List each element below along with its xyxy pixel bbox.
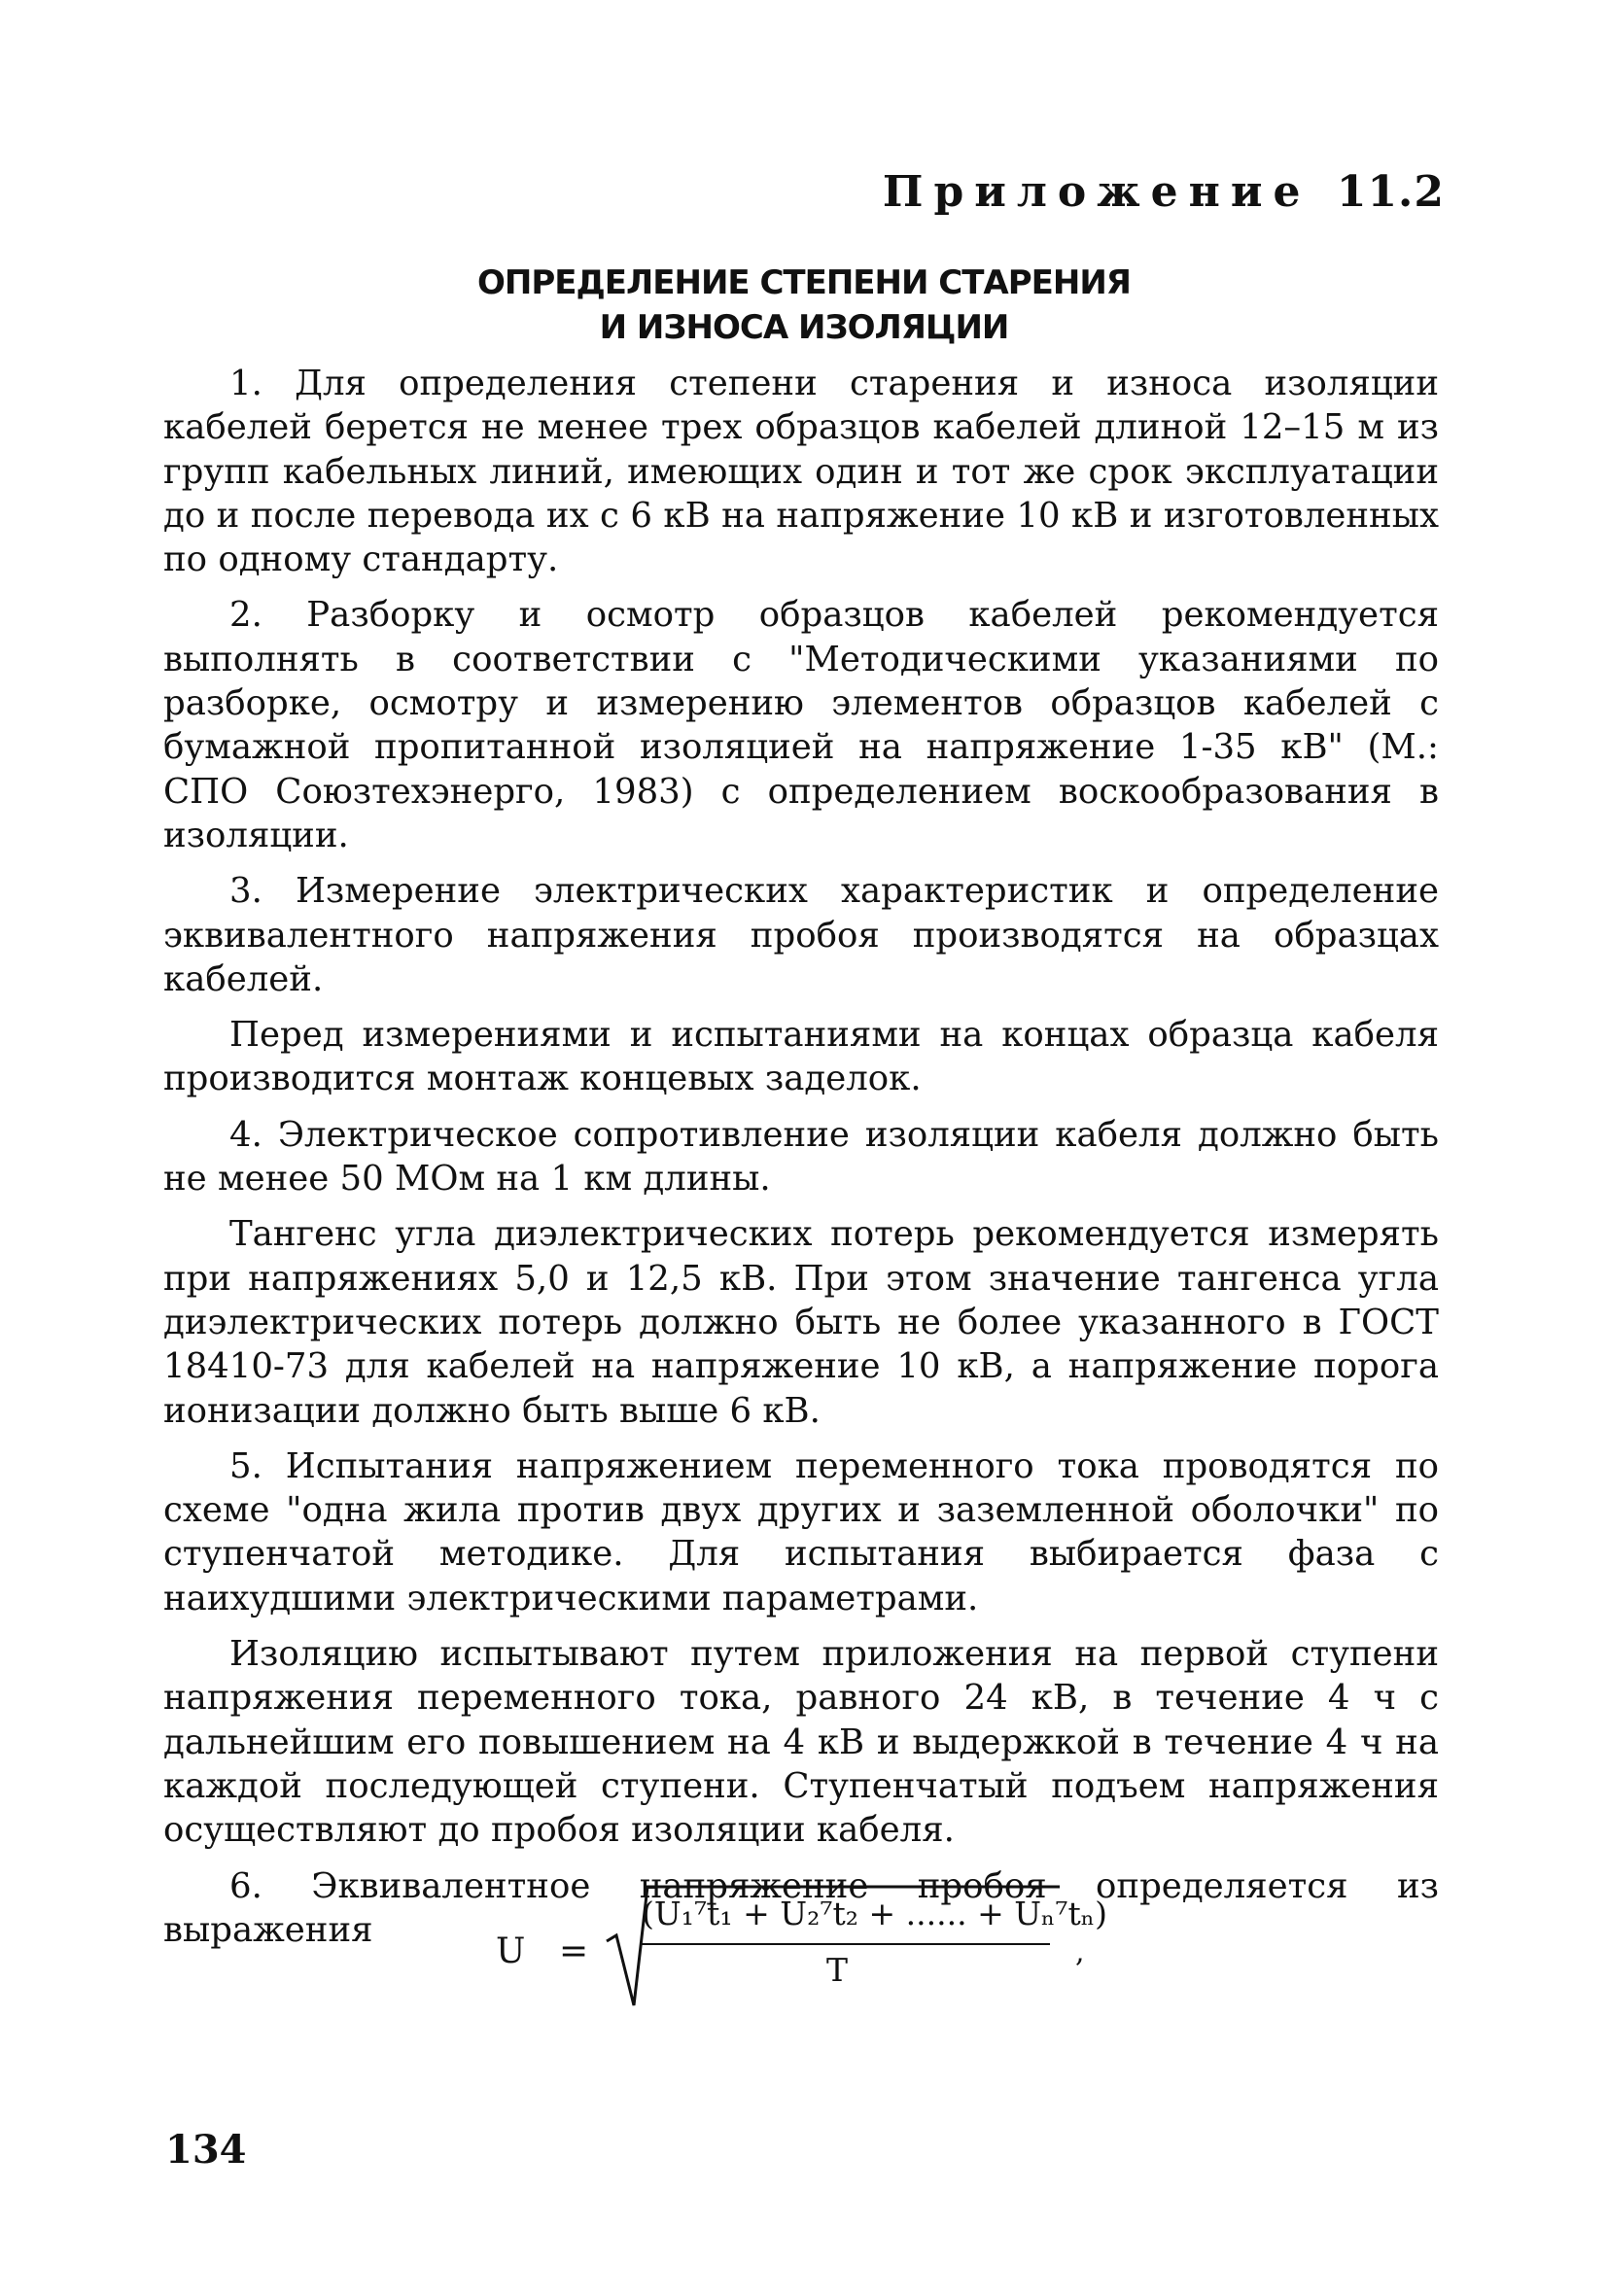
body-text [163, 362, 1439, 1964]
paragraph: 5. Испытания напряжением переменного тока проводятся по схеме "одна жила против двух других и заземленной оболочки" по ступенчатой методике. Для испытания выбирается фаза с наихудшими электрическими параметрами. [163, 1445, 1439, 1618]
appendix-word: Приложение [882, 167, 1311, 217]
paragraph: 3. Измерение электрических характеристик и определение эквивалентного напряжения пробоя производятся на образцах кабелей. [163, 871, 1439, 999]
appendix-number: 11.2 [1336, 167, 1445, 217]
paragraph: 4. Электрическое сопротивление изоляции кабеля должно быть не менее 50 МОм на 1 км длины. [163, 1114, 1439, 1200]
section-title [0, 261, 1608, 350]
paragraph: 6. Эквивалентное напряжение пробоя определяется из выражения [163, 1865, 1439, 1950]
page-number: 134 [165, 2127, 247, 2173]
formula-lhs: U [496, 1931, 526, 1971]
paragraph: Тангенс угла диэлектрических потерь рекомендуется измерять при напряжениях 5,0 и 12,5 кВ. При этом значение тангенса угла диэлектрических потерь должно быть не более указанного в ГОСТ 18410-73 для кабелей на напряжение 10 кВ, а напряжение порога ионизации должно быть выше 6 кВ. [163, 1214, 1439, 1431]
formula-equals: = [559, 1931, 589, 1971]
section-title-line-1: ОПРЕДЕЛЕНИЕ СТЕПЕНИ СТАРЕНИЯ [477, 263, 1131, 302]
paragraph: Перед измерениями и испытаниями на концах образца кабеля производится монтаж концевых заделок. [163, 1015, 1439, 1099]
paragraph: 1. Для определения степени старения и износа изоляции кабелей берется не менее трех образцов кабелей длиной 12–15 м из групп кабельных линий, имеющих один и тот же срок эксплуатации до и после перевода их с 6 кВ на напряжение 10 кВ и изготовленных по одному стандарту. [163, 364, 1439, 580]
formula-trailing-comma: , [1075, 1935, 1085, 1969]
breakdown-voltage-formula [496, 1881, 1176, 2027]
paragraph: 2. Разборку и осмотр образцов кабелей рекомендуется выполнять в соответствии с "Методическими указаниями по разборке, осмотру и измерению элементов образцов кабелей с бумажной пропитанной изоляцией на напряжение 1-35 кВ" (М.: СПО Союзтехэнерго, 1983) с определением воскообразования в изоляции. [163, 595, 1439, 855]
formula-numerator: (U₁⁷t₁ + U₂⁷t₂ + ...... + Uₙ⁷tₙ) [642, 1895, 1107, 1932]
paragraph: Изоляцию испытывают путем приложения на первой ступени напряжения переменного тока, равного 24 кВ, в течение 4 ч с дальнейшим его повышением на 4 кВ и выдержкой в течение 4 ч на каждой последующей ступени. Ступенчатый подъем напряжения осуществляют до пробоя изоляции кабеля. [163, 1634, 1439, 1851]
appendix-label [883, 167, 1445, 217]
fraction-line [642, 1943, 1050, 1945]
formula-denominator: T [826, 1951, 849, 1989]
section-title-line-2: И ИЗНОСА ИЗОЛЯЦИИ [599, 308, 1009, 347]
